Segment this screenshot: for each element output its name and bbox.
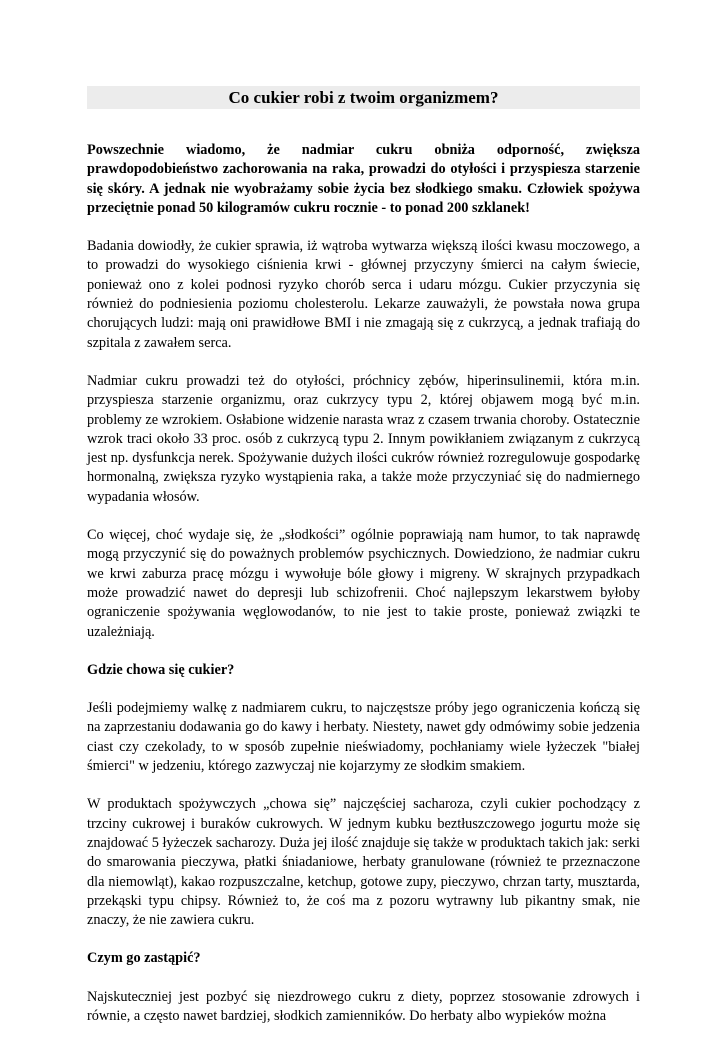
section1-paragraph-1: Jeśli podejmiemy walkę z nadmiarem cukru, to najczęstsze próby jego ograniczenia kończą się na zaprzestaniu dodawania go do kawy i herbaty. Niestety, nawet gdy odmówimy sobie jedzenia ciast czy czekolady, to w sposób zupełnie nieświadomy, pochłaniamy wiele łyżeczek "białej śmierci" w jedzeniu, którego zazwyczaj nie kojarzymy ze słodkim smakiem.	[87, 700, 640, 775]
section1-paragraph-2: W produktach spożywczych „chowa się” najczęściej sacharoza, czyli cukier pochodzący z trzciny cukrowej i buraków cukrowych. W jednym kubku beztłuszczowego jogurtu może się znajdować 5 łyżeczek sacharozy. Duża jej ilość znajduje się także w produktach takich jak: serki do smarowania pieczywa, płatki śniadaniowe, herbaty granulowane (również te przeznaczone dla niemowląt), kakao rozpuszczalne, ketchup, gotowe zupy, pieczywo, chrzan tarty, musztarda, przekąski typu chipsy. Również to, że coś ma z pozoru wytrawny lub pikantny smak, nie znaczy, że nie zawiera cukru.	[87, 796, 640, 929]
section-heading-replace: Czym go zastąpić?	[87, 950, 201, 967]
section-heading-sugar-hiding: Gdzie chowa się cukier?	[87, 661, 235, 678]
section2-paragraph-1: Najskuteczniej jest pozbyć się niezdrowego cukru z diety, poprzez stosowanie zdrowych i równie, a często nawet bardziej, słodkich zamienników. Do herbaty albo wypieków można	[87, 988, 640, 1024]
document-page	[87, 86, 640, 1045]
body-paragraph-3: Co więcej, choć wydaje się, że „słodkości” ogólnie poprawiają nam humor, to tak naprawdę mogą przyczynić się do poważnych problemów psychicznych. Dowiedziono, że nadmiar cukru we krwi zaburza pracę mózgu i wywołuje bóle głowy i migreny. W skrajnych przypadkach może prowadzić nawet do depresji lub schizofrenii. Choć najlepszym lekarstwem byłoby ograniczenie spożywania węglowodanów, to nie jest to takie proste, ponieważ związki te uzależniają.	[87, 527, 640, 640]
body-paragraph-1: Badania dowiodły, że cukier sprawia, iż wątroba wytwarza większą ilości kwasu moczowego, a to prowadzi do wysokiego ciśnienia krwi - głównej przyczyny śmierci na całym świecie, ponieważ ono z kolei podnosi ryzyko chorób serca i udaru mózgu. Cukier przyczynia się również do podniesienia poziomu cholesterolu. Lekarze zauważyli, że powstała nowa grupa chorujących ludzi: mają oni prawidłowe BMI i nie zmagają się z cukrzycą, a jednak trafiają do szpitala z zawałem serca.	[87, 238, 640, 351]
lead-paragraph: Powszechnie wiadomo, że nadmiar cukru obniża odporność, zwiększa prawdopodobieństwo zachorowania na raka, prowadzi do otyłości i przyspiesza starzenie się skóry. A jednak nie wyobrażamy sobie życia bez słodkiego smaku. Człowiek spożywa przeciętnie ponad 50 kilogramów cukru rocznie - to ponad 200 szklanek!	[87, 142, 640, 216]
page-title: Co cukier robi z twoim organizmem?	[87, 86, 640, 109]
body-paragraph-2: Nadmiar cukru prowadzi też do otyłości, próchnicy zębów, hiperinsulinemii, która m.in. przyspiesza starzenie organizmu, oraz cukrzycy typu 2, której objawem mogą być m.in. problemy ze wzrokiem. Osłabione widzenie narasta wraz z czasem trwania choroby. Ostatecznie wzrok traci około 33 proc. osób z cukrzycą typu 2. Innym powikłaniem związanym z cukrzycą jest np. dysfunkcja nerek. Spożywanie dużych ilości cukrów również rozregulowuje gospodarkę hormonalną, zwiększa ryzyko wystąpienia raka, a także może przyczyniać się do nadmiernego wypadania włosów.	[87, 372, 640, 505]
